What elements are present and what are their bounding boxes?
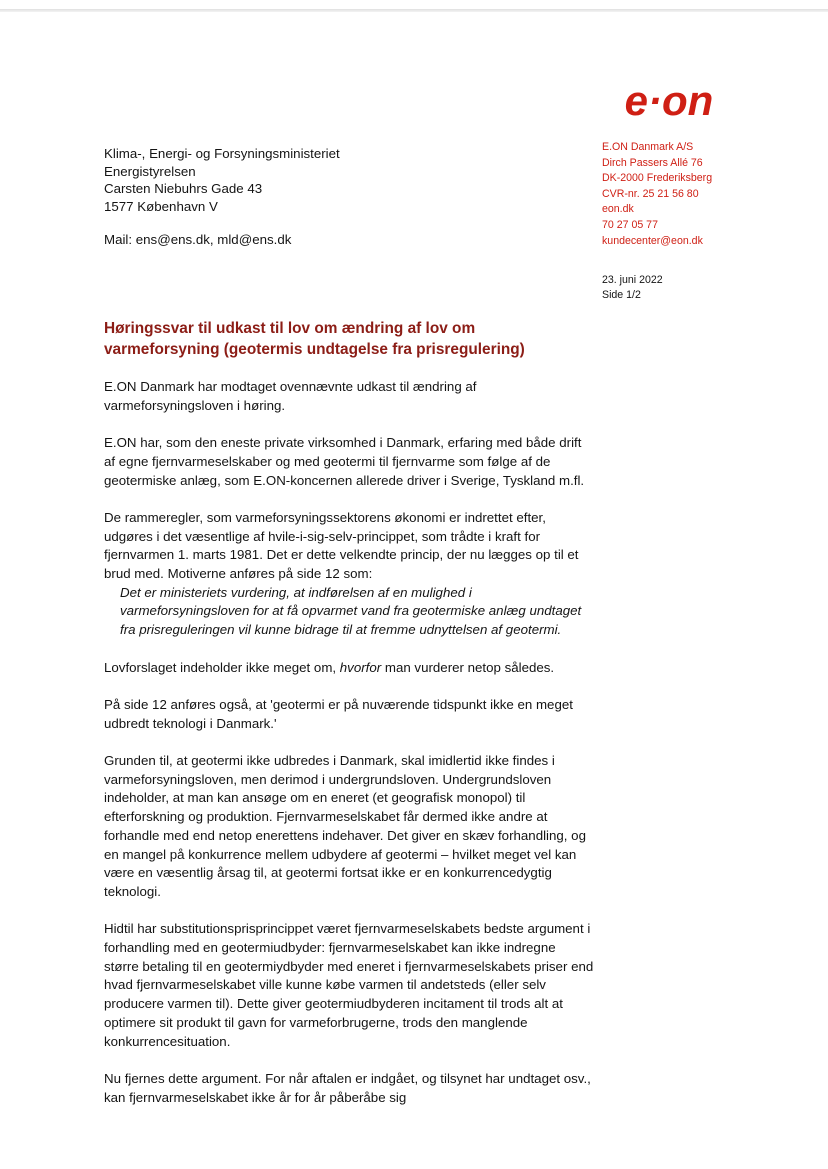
paragraph xyxy=(104,659,594,678)
sender-line: DK-2000 Frederiksberg xyxy=(602,172,713,185)
recipient-line: Klima-, Energi- og Forsyningsministeriet xyxy=(104,146,340,161)
sender-line: eon.dk xyxy=(602,203,634,216)
eon-logo xyxy=(602,82,736,122)
recipient-line: Carsten Niebuhrs Gade 43 xyxy=(104,181,263,197)
paragraph: Grunden til, at geotermi ikke udbredes i Danmark, skal imidlertid ikke findes i varmeforsyningsloven, men derimod i undergrundsloven. Undergrundsloven indeholder, at man kan ansøge om en eneret (et geografisk monopol) til efterforskning og produktion. Fjernvarmeselskabet får dermed ikke andre at forhandle med end netop enerettens indehaver. Det giver en skæv forhandling, og en mangel på konkurrence mellem udbydere af geotermi – hvilket meget vel kan være en væsentlig årsag til, at geotermi fortsat ikke er en konkurrencedygtig teknologi. xyxy=(104,752,586,899)
sender-line: Dirch Passers Allé 76 xyxy=(602,156,703,169)
paragraph: Nu fjernes dette argument. For når aftalen er indgået, og tilsynet har undtaget osv., kan fjernvarmeselskabet ikke år for år påberåbe sig xyxy=(104,1070,591,1105)
page-number: Side 1/2 xyxy=(602,288,641,301)
emphasis: hvorfor xyxy=(339,659,382,675)
letter-body xyxy=(104,378,594,1107)
recipient-line: Energistyrelsen xyxy=(104,163,196,179)
text-run: man vurderer netop således. xyxy=(381,659,555,675)
date-block xyxy=(602,273,663,302)
paragraph: På side 12 anføres også, at 'geotermi er på nuværende tidspunkt ikke en meget udbredt teknologi i Danmark.' xyxy=(104,696,573,731)
paragraph: E.ON Danmark har modtaget ovennævnte udkast til ændring af varmeforsyningsloven i høring. xyxy=(104,379,477,413)
logo-text: e·on xyxy=(624,82,714,122)
recipient-address xyxy=(104,145,340,215)
paragraph: Hidtil har substitutionsprisprincippet været fjernvarmeselskabets bedste argument i forhandling med en geotermiudbyder: fjernvarmeselskabet kan ikke indregne større betaling til en geotermiydbyder med eneret i fjernvarmeselskabets priser end hvad fjernvarmeselskabet ville kunne købe varmen til andetsteds (eller selv producere varmen til). Dette giver geotermiudbyderen incitament til trods alt at optimere sit produkt til gavn for varmeforbrugerne, trods den manglende konkurrencesituation. xyxy=(104,921,594,1049)
sender-line: kundecenter@eon.dk xyxy=(602,234,703,247)
paragraph: E.ON har, som den eneste private virksomhed i Danmark, erfaring med både drift af egne fjernvarmeselskaber og med geotermi til fjernvarme som følge af de geotermiske anlæg, som E.ON-koncernen allerede driver i Sverige, Tyskland m.fl. xyxy=(104,435,585,488)
text-run: Lovforslaget indeholder ikke meget om, xyxy=(104,659,340,675)
sender-address xyxy=(602,140,712,249)
recipient-line: 1577 København V xyxy=(104,198,218,214)
paragraph: De rammeregler, som varmeforsyningssektorens økonomi er indrettet efter, udgøres i det væsentlige af hvile-i-sig-selv-princippet, som trådte i kraft for fjernvarmen 1. marts 1981. Det er dette velkendte princip, der nu lægges op til et brud med. Motiverne anføres på side 12 som: xyxy=(104,509,579,581)
letter-date: 23. juni 2022 xyxy=(602,274,663,286)
sender-line: E.ON Danmark A/S xyxy=(602,141,694,153)
letter-title: Høringssvar til udkast til lov om ændring af lov om varmeforsyning (geotermis undtagelse fra prisregulering) xyxy=(104,320,525,358)
quote-paragraph: Det er ministeriets vurdering, at indførelsen af en mulighed i varmeforsyningsloven for at få opvarmet vand fra geotermiske anlæg undtaget fra prisreguleringen vil kunne bidrage til at fremme udnyttelsen af geotermi. xyxy=(120,584,582,638)
scan-edge xyxy=(0,9,828,12)
sender-line: CVR-nr. 25 21 56 80 xyxy=(602,187,699,200)
sender-line: 70 27 05 77 xyxy=(602,218,658,231)
recipient-mail: Mail: ens@ens.dk, mld@ens.dk xyxy=(104,232,292,247)
